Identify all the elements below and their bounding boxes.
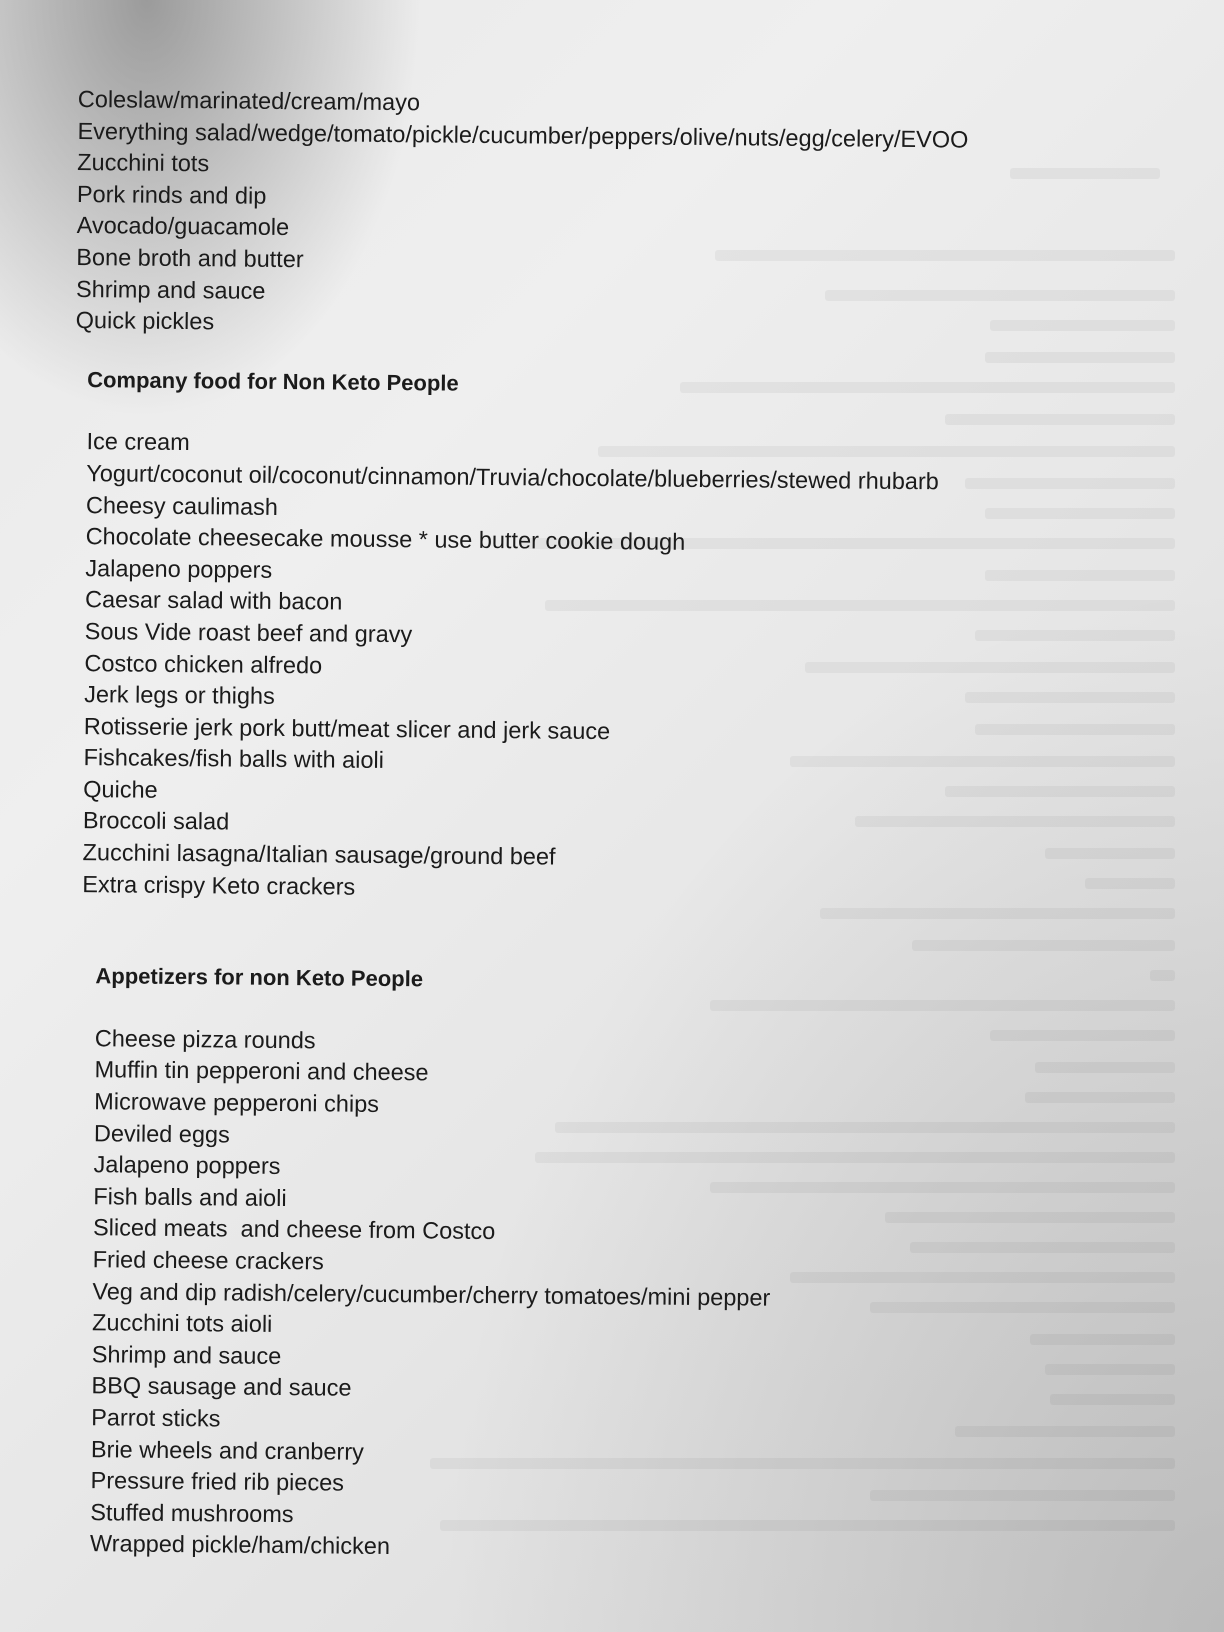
list-item: Avocado/guacamole — [76, 212, 290, 241]
list-item: Rotisserie jerk pork butt/meat slicer and jerk sauce — [83, 712, 611, 744]
list-item: Pork rinds and dip — [76, 180, 267, 209]
list-item: Coleslaw/marinated/cream/mayo — [77, 85, 421, 116]
list-item: Sliced meats and cheese from Costco — [92, 1214, 496, 1245]
list-item: Bone broth and butter — [76, 243, 304, 273]
list-item: Pressure fried rib pieces — [90, 1467, 345, 1496]
list-item: Quick pickles — [75, 307, 215, 335]
list-item: Brie wheels and cranberry — [90, 1435, 365, 1465]
list-item: Parrot sticks — [91, 1404, 221, 1432]
list-item: Shrimp and sauce — [91, 1340, 282, 1369]
list-item: Zucchini lasagna/Italian sausage/ground beef — [82, 839, 556, 870]
list-item: Fried cheese crackers — [92, 1246, 325, 1275]
list-item: Extra crispy Keto crackers — [82, 870, 356, 900]
list-item: Everything salad/wedge/tomato/pickle/cucumber/peppers/olive/nuts/egg/celery/EVOO — [77, 117, 969, 153]
list-item: Fish balls and aioli — [93, 1183, 287, 1211]
document-body — [64, 84, 1138, 1570]
list-item: Veg and dip radish/celery/cucumber/cherry tomatoes/mini pepper — [92, 1277, 771, 1311]
list-item: Yogurt/coconut oil/coconut/cinnamon/Truvia/chocolate/blueberries/stewed rhubarb — [86, 460, 939, 495]
bleed-through-line — [1150, 970, 1175, 981]
list-item: Microwave pepperoni chips — [94, 1088, 380, 1117]
spacer — [70, 900, 1131, 970]
list-item: Costco chicken alfredo — [84, 649, 323, 678]
list-item: Jalapeno poppers — [93, 1151, 281, 1180]
list-item: Deviled eggs — [93, 1119, 230, 1148]
list-item: Caesar salad with bacon — [84, 586, 343, 615]
list-item: Chocolate cheesecake mousse * use butter cookie dough — [85, 523, 686, 555]
list-item: Cheese pizza rounds — [94, 1025, 316, 1054]
list-item: Fishcakes/fish balls with aioli — [83, 744, 385, 774]
section-heading: Appetizers for non Keto People — [95, 963, 424, 992]
list-item: Ice cream — [86, 428, 190, 456]
list-item: Zucchini tots aioli — [91, 1309, 273, 1338]
list-item: Zucchini tots — [77, 149, 210, 177]
company-food-section — [70, 364, 1135, 911]
list-item: Cheesy caulimash — [85, 491, 279, 520]
list-item: Sous Vide roast beef and gravy — [84, 617, 413, 648]
list-item: BBQ sausage and sauce — [91, 1372, 352, 1402]
list-item: Jalapeno poppers — [85, 554, 273, 583]
list-item: Broccoli salad — [82, 807, 230, 835]
list-item: Jerk legs or thighs — [84, 681, 275, 710]
list-item: Shrimp and sauce — [75, 275, 266, 304]
section-heading: Company food for Non Keto People — [87, 366, 459, 396]
top-list — [76, 84, 1138, 347]
list-item: Quiche — [83, 775, 158, 803]
appetizers-section — [64, 960, 1130, 1570]
list-item: Muffin tin pepperoni and cheese — [94, 1056, 429, 1086]
list-item: Wrapped pickle/ham/chicken — [89, 1530, 391, 1560]
list-item: Stuffed mushrooms — [90, 1498, 294, 1527]
